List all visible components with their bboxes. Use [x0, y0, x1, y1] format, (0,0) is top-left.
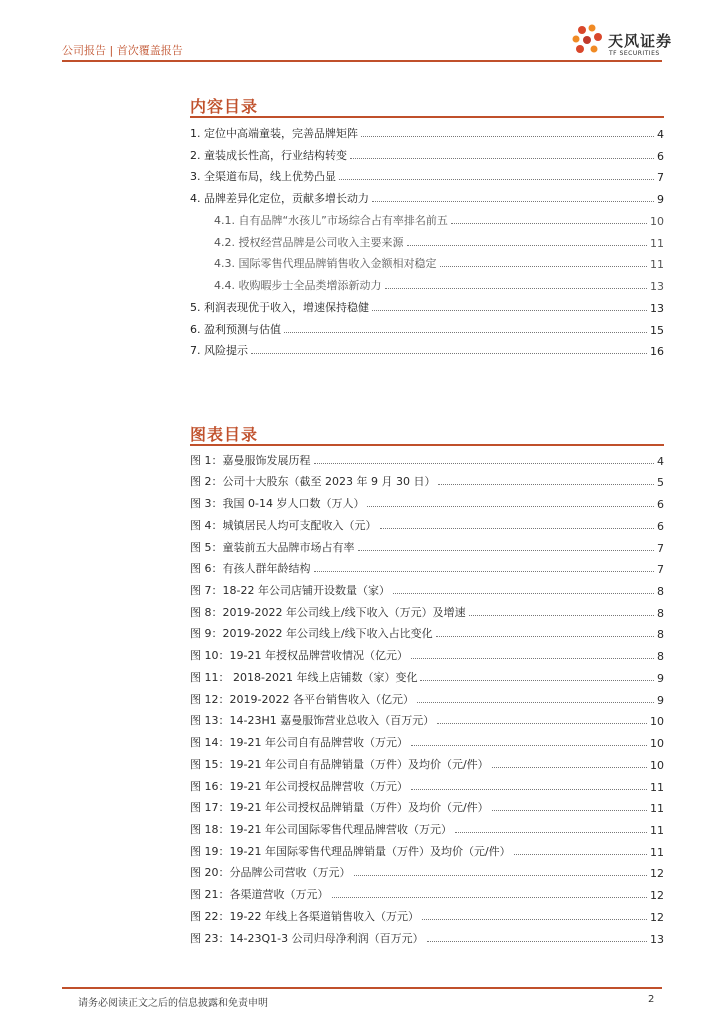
- figure-item[interactable]: [190, 663, 664, 685]
- figure-item[interactable]: [190, 641, 664, 663]
- leader-dots: [411, 658, 654, 659]
- footer-disclaimer: 请务必阅读正文之后的信息披露和免责申明: [78, 998, 268, 1009]
- flower-logo-icon: [568, 22, 608, 62]
- figure-item-label: 图 7：18-22 年公司店铺开设数量（家）: [190, 584, 390, 598]
- toc-subitem[interactable]: [190, 206, 664, 228]
- figure-item-page: 4: [657, 454, 664, 468]
- figure-item[interactable]: [190, 880, 664, 902]
- leader-dots: [393, 593, 654, 594]
- figure-item-page: 7: [657, 541, 664, 555]
- figure-item-label: 图 2：公司十大股东（截至 2023 年 9 月 30 日）: [190, 475, 436, 489]
- company-logo: [568, 22, 678, 62]
- leader-dots: [411, 745, 647, 746]
- toc-item-label: 7. 风险提示: [190, 344, 248, 358]
- toc-item-page: 4: [657, 127, 664, 141]
- figure-item-page: 11: [650, 845, 664, 859]
- figure-item[interactable]: [190, 511, 664, 533]
- figure-item-page: 9: [657, 671, 664, 685]
- toc-title: 内容目录: [190, 97, 259, 116]
- figures-title: 图表目录: [190, 425, 259, 444]
- toc-item[interactable]: [190, 184, 664, 206]
- leader-dots: [422, 919, 647, 920]
- toc-item-label: 1. 定位中高端童装，完善品牌矩阵: [190, 126, 358, 140]
- figure-item[interactable]: [190, 815, 664, 837]
- figure-item-label: 图 10：19-21 年授权品牌营收情况（亿元）: [190, 649, 408, 663]
- toc-item-page: 13: [650, 280, 664, 293]
- leader-dots: [436, 636, 654, 637]
- figure-item-page: 6: [657, 519, 664, 533]
- leader-dots: [469, 615, 654, 616]
- toc-item-label: 3. 全渠道布局，线上优势凸显: [190, 170, 336, 184]
- figure-item-label: 图 4：城镇居民人均可支配收入（元）: [190, 518, 377, 532]
- figure-item-label: 图 22：19-22 年线上各渠道销售收入（万元）: [190, 909, 419, 923]
- leader-dots: [284, 332, 647, 333]
- figure-item-page: 10: [650, 715, 664, 729]
- leader-dots: [380, 528, 655, 529]
- leader-dots: [251, 353, 647, 354]
- figure-item-label: 图 5：童装前五大品牌市场占有率: [190, 540, 355, 554]
- toc-item-page: 16: [650, 345, 664, 359]
- table-of-contents: [190, 119, 664, 358]
- figure-item[interactable]: [190, 555, 664, 577]
- figure-item[interactable]: [190, 837, 664, 859]
- leader-dots: [440, 266, 648, 267]
- leader-dots: [451, 223, 647, 224]
- figure-item-page: 8: [657, 628, 664, 642]
- figure-item[interactable]: [190, 489, 664, 511]
- leader-dots: [385, 288, 648, 289]
- figure-item[interactable]: [190, 533, 664, 555]
- leader-dots: [354, 875, 648, 876]
- toc-item[interactable]: [190, 315, 664, 337]
- figure-item-label: 图 17：19-21 年公司授权品牌销量（万件）及均价（元/件）: [190, 801, 489, 815]
- leader-dots: [514, 854, 647, 855]
- toc-item-label: 6. 盈利预测与估值: [190, 322, 281, 336]
- leader-dots: [455, 832, 647, 833]
- toc-item-page: 6: [657, 149, 664, 163]
- header-divider: [62, 60, 662, 62]
- figure-item-label: 图 8：2019-2022 年公司线上/线下收入（万元）及增速: [190, 605, 466, 619]
- figure-item-page: 11: [650, 823, 664, 837]
- figure-item-page: 10: [650, 737, 664, 751]
- toc-subitem[interactable]: [190, 228, 664, 250]
- leader-dots: [492, 810, 647, 811]
- toc-item-label: 4.2. 授权经营品牌是公司收入主要来源: [214, 235, 404, 249]
- figure-item-label: 图 11： 2018-2021 年线上店铺数（家）变化: [190, 670, 418, 684]
- figure-item-page: 8: [657, 650, 664, 664]
- toc-item-page: 11: [650, 258, 664, 272]
- figure-item-page: 12: [650, 867, 664, 881]
- figure-item-label: 图 15：19-21 年公司自有品牌销量（万件）及均价（元/件）: [190, 757, 489, 771]
- leader-dots: [332, 897, 648, 898]
- figure-item-page: 7: [657, 563, 664, 577]
- toc-item-page: 7: [657, 171, 664, 185]
- toc-item-label: 4.3. 国际零售代理品牌销售收入金额相对稳定: [214, 257, 437, 271]
- toc-item-label: 4.1. 自有品牌“水孩儿”市场综合占有率排名前五: [214, 213, 448, 227]
- leader-dots: [427, 941, 647, 942]
- figure-item-label: 图 9：2019-2022 年公司线上/线下收入占比变化: [190, 627, 433, 641]
- figure-item-page: 11: [650, 802, 664, 816]
- figure-item-label: 图 19：19-21 年国际零售代理品牌销量（万件）及均价（元/件）: [190, 844, 511, 858]
- toc-title-rule: [190, 116, 664, 118]
- figure-item-page: 10: [650, 758, 664, 772]
- toc-item-label: 4.4. 收购暇步士全品类增添新动力: [214, 279, 382, 292]
- figure-item-label: 图 3：我国 0-14 岁人口数（万人）: [190, 497, 365, 511]
- toc-item-page: 10: [650, 214, 664, 228]
- figure-item-page: 11: [650, 780, 664, 794]
- toc-item-page: 11: [650, 236, 664, 250]
- footer-divider: [62, 987, 662, 989]
- toc-item-label: 2. 童装成长性高，行业结构转变: [190, 148, 347, 162]
- leader-dots: [411, 789, 647, 790]
- toc-item[interactable]: [190, 337, 664, 359]
- figure-item[interactable]: [190, 468, 664, 490]
- leader-dots: [372, 201, 654, 202]
- figure-item-label: 图 20：分品牌公司营收（万元）: [190, 866, 351, 880]
- figure-item[interactable]: [190, 750, 664, 772]
- leader-dots: [492, 767, 647, 768]
- figure-item-page: 8: [657, 606, 664, 620]
- toc-item[interactable]: [190, 141, 664, 163]
- figure-item-label: 图 21：各渠道营收（万元）: [190, 888, 329, 902]
- figure-item[interactable]: [190, 772, 664, 794]
- leader-dots: [339, 179, 654, 180]
- toc-item[interactable]: [190, 293, 664, 315]
- figure-item[interactable]: [190, 446, 664, 468]
- figure-item-label: 图 18：19-21 年公司国际零售代理品牌营收（万元）: [190, 822, 452, 836]
- figure-item[interactable]: [190, 576, 664, 598]
- figure-item-label: 图 1：嘉曼服饰发展历程: [190, 453, 311, 467]
- figure-item-page: 9: [657, 693, 664, 707]
- figure-item[interactable]: [190, 794, 664, 816]
- figure-item[interactable]: [190, 902, 664, 924]
- figure-item-label: 图 16：19-21 年公司授权品牌营收（万元）: [190, 779, 408, 793]
- toc-item[interactable]: [190, 163, 664, 185]
- figure-item-label: 图 14：19-21 年公司自有品牌营收（万元）: [190, 736, 408, 750]
- figure-item[interactable]: [190, 598, 664, 620]
- figure-list: [190, 446, 664, 946]
- toc-item-label: 4. 品牌差异化定位，贡献多增长动力: [190, 192, 369, 205]
- figure-item[interactable]: [190, 620, 664, 642]
- leader-dots: [361, 136, 654, 137]
- logo-name-en: TF SECURITIES: [609, 50, 660, 57]
- leader-dots: [314, 571, 655, 572]
- figure-item-page: 6: [657, 498, 664, 512]
- logo-name-cn: 天风证券: [608, 32, 673, 50]
- toc-item-label: 5. 利润表现优于收入，增速保持稳健: [190, 300, 369, 314]
- figure-item[interactable]: [190, 685, 664, 707]
- figure-item[interactable]: [190, 924, 664, 946]
- toc-item-page: 9: [657, 193, 664, 206]
- figure-item-page: 8: [657, 585, 664, 599]
- leader-dots: [417, 702, 654, 703]
- leader-dots: [367, 506, 654, 507]
- leader-dots: [372, 310, 647, 311]
- figure-item[interactable]: [190, 728, 664, 750]
- figure-item-label: 图 6：有孩人群年龄结构: [190, 562, 311, 576]
- header-report-type: 公司报告 | 首次覆盖报告: [62, 44, 183, 57]
- figure-item-label: 图 23：14-23Q1-3 公司归母净利润（百万元）: [190, 931, 424, 945]
- page-number: 2: [648, 994, 655, 1005]
- leader-dots: [407, 245, 648, 246]
- figure-item-label: 图 12：2019-2022 各平台销售收入（亿元）: [190, 692, 414, 706]
- figure-item-page: 12: [650, 910, 664, 924]
- toc-subitem[interactable]: [190, 271, 664, 293]
- figure-item-page: 12: [650, 889, 664, 903]
- toc-subitem[interactable]: [190, 250, 664, 272]
- leader-dots: [437, 723, 647, 724]
- toc-item[interactable]: [190, 119, 664, 141]
- toc-item-page: 13: [650, 301, 664, 315]
- figure-item-page: 13: [650, 932, 664, 946]
- figure-item-label: 图 13：14-23H1 嘉曼服饰营业总收入（百万元）: [190, 714, 435, 728]
- leader-dots: [438, 484, 654, 485]
- figure-item[interactable]: [190, 859, 664, 881]
- toc-item-page: 15: [650, 323, 664, 337]
- leader-dots: [350, 158, 654, 159]
- leader-dots: [420, 680, 654, 681]
- figure-item[interactable]: [190, 707, 664, 729]
- figure-item-page: 5: [657, 476, 664, 490]
- leader-dots: [314, 463, 655, 464]
- leader-dots: [358, 550, 655, 551]
